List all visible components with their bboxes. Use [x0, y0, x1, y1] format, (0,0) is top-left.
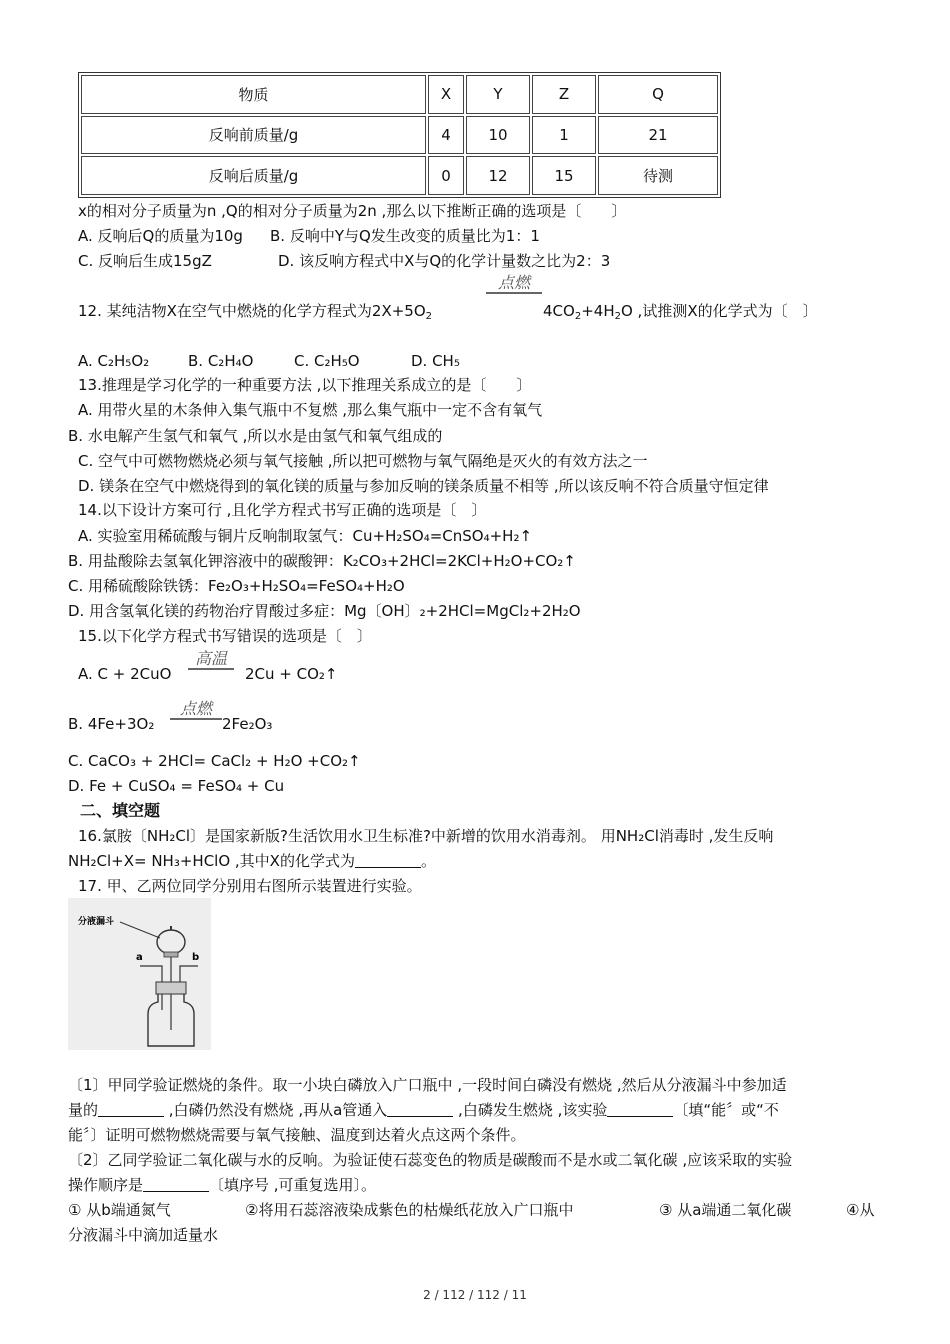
page-number: 2 / 112 / 112 / 11 — [423, 1288, 527, 1302]
q15-option-a-left: A. C + 2CuO — [78, 665, 172, 683]
q17-option-4-cont: 分液漏斗中滴加适量水 — [68, 1226, 219, 1244]
table-header: Q — [598, 75, 718, 114]
answer-blank — [355, 853, 421, 868]
table-cell: 12 — [466, 156, 530, 195]
table-header: 物质 — [81, 75, 426, 114]
tube-a-label: a — [136, 952, 143, 963]
q17-part1-line1: 〔1〕甲同学验证燃烧的条件。取一小块白磷放入广口瓶中 ,一段时间白磷没有燃烧 ,然后从分液漏斗中参加适 — [68, 1076, 787, 1094]
q14-option-b: B. 用盐酸除去氢氧化钾溶液中的碳酸钾：K₂CO₃+2HCl=2KCl+H₂O+CO₂↑ — [68, 552, 576, 570]
q17-text: ,白磷发生燃烧 ,该实验 — [453, 1101, 608, 1119]
q12-sub: 2 — [425, 311, 433, 322]
tube-b-label: b — [192, 952, 200, 963]
q12-sub: 2 — [614, 311, 621, 322]
q16-end: 。 — [420, 852, 436, 870]
q12-product-part: +4H — [581, 302, 615, 320]
table-row — [81, 156, 718, 195]
q12-option-d: D. CH₅ — [411, 352, 460, 370]
bottle-stopper — [156, 982, 186, 994]
q14-stem: 14.以下设计方案可行 ,且化学方程式书写正确的选项是〔 〕 — [78, 501, 487, 519]
answer-blank — [387, 1102, 453, 1117]
q12-product-part: 4CO — [543, 302, 575, 320]
answer-blank — [143, 1177, 209, 1192]
q15-option-b-left: B. 4Fe+3O₂ — [68, 715, 155, 733]
reaction-arrow-bar — [170, 718, 222, 720]
funnel-valve — [164, 952, 178, 957]
q17-stem: 17. 甲、乙两位同学分别用右图所示装置进行实验。 — [78, 877, 422, 895]
table-cell: 1 — [532, 116, 596, 155]
q17-option-2: ②将用石蕊溶液染成紫色的枯燥纸花放入广口瓶中 — [245, 1201, 574, 1219]
table-cell: 15 — [532, 156, 596, 195]
table-cell: 4 — [428, 116, 464, 155]
answer-blank — [98, 1102, 164, 1117]
q15-option-b-right: 2Fe₂O₃ — [222, 715, 273, 733]
q17-text: 量的 — [68, 1101, 99, 1119]
mass-table — [78, 72, 721, 198]
apparatus-drawing — [68, 898, 211, 1050]
q15-b-condition-text: 点燃 — [179, 699, 212, 718]
reaction-arrow-bar — [188, 668, 234, 670]
table-row — [81, 116, 718, 155]
q15-option-a-right: 2Cu + CO₂↑ — [245, 665, 338, 683]
q12-stem — [78, 301, 432, 321]
table-cell: 10 — [466, 116, 530, 155]
q12-condition-text: 点燃 — [497, 273, 530, 292]
q11-option-c: C. 反响后生成15gZ — [78, 252, 212, 270]
table-cell: 0 — [428, 156, 464, 195]
table-header: Y — [466, 75, 530, 114]
section-heading: 二、填空题 — [80, 801, 161, 820]
reaction-arrow-bar — [486, 292, 542, 294]
funnel-bulb — [157, 930, 185, 954]
q17-text: 〔填“能〞或“不 — [673, 1101, 779, 1119]
q14-option-c: C. 用稀硫酸除铁锈：Fe₂O₃+H₂SO₄=FeSO₄+H₂O — [68, 577, 405, 595]
q15-stem: 15.以下化学方程式书写错误的选项是〔 〕 — [78, 627, 372, 645]
q15-b-condition — [170, 700, 222, 720]
table-header-row — [81, 75, 718, 114]
q13-stem: 13.推理是学习化学的一种重要方法 ,以下推理关系成立的是〔 〕 — [78, 376, 532, 394]
label-leader-line — [120, 922, 160, 938]
funnel-label: 分液漏斗 — [78, 917, 115, 927]
q17-text: 操作顺序是 — [68, 1176, 144, 1194]
q17-part1-line3: 能〞〕证明可燃物燃烧需要与氧气接触、温度到达着火点这两个条件。 — [68, 1126, 526, 1144]
table-header: Z — [532, 75, 596, 114]
q12-option-a: A. C₂H₅O₂ — [78, 352, 150, 370]
q14-option-a: A. 实验室用稀硫酸与铜片反响制取氢气：Cu+H₂SO₄=CnSO₄+H₂↑ — [78, 527, 533, 545]
q12-product-part: O ,试推测X的化学式为〔 〕 — [620, 302, 818, 320]
q13-option-a: A. 用带火星的木条伸入集气瓶中不复燃 ,那么集气瓶中一定不含有氧气 — [78, 401, 543, 419]
q12-products — [543, 301, 818, 321]
table-cell: 21 — [598, 116, 718, 155]
q11-stem: x的相对分子质量为n ,Q的相对分子质量为2n ,那么以下推断正确的选项是〔 〕 — [78, 202, 627, 220]
q12-option-c: C. C₂H₅O — [294, 352, 360, 370]
table-cell: 待测 — [598, 156, 718, 195]
q17-text: 〔填序号 ,可重复选用〕。 — [209, 1176, 377, 1194]
table-header: X — [428, 75, 464, 114]
q11-option-d: D. 该反响方程式中X与Q的化学计量数之比为2：3 — [278, 252, 611, 270]
q13-option-c: C. 空气中可燃物燃烧必须与氧气接触 ,所以把可燃物与氧气隔绝是灭火的有效方法之一 — [78, 452, 648, 470]
q11-option-b: B. 反响中Y与Q发生改变的质量比为1：1 — [270, 227, 540, 245]
q15-a-condition — [188, 650, 234, 670]
q17-option-1: ① 从b端通氮气 — [68, 1201, 171, 1219]
q16-line2-text: NH₂Cl+X= NH₃+HClO ,其中X的化学式为 — [68, 852, 355, 870]
q13-option-b: B. 水电解产生氢气和氧气 ,所以水是由氢气和氧气组成的 — [68, 427, 443, 445]
q12-prefix: 12. 某纯洁物X在空气中燃烧的化学方程式为2X+5O — [78, 302, 426, 320]
q14-option-d: D. 用含氢氧化镁的药物治疗胃酸过多症：Mg〔OH〕₂+2HCl=MgCl₂+2H₂O — [68, 602, 581, 620]
q16-line2 — [68, 851, 436, 871]
q17-part2-line1: 〔2〕乙同学验证二氧化碳与水的反响。为验证使石蕊变色的物质是碳酸而不是水或二氧化碳 ,应该采取的实验 — [68, 1151, 793, 1169]
q17-text: ,白磷仍然没有燃烧 ,再从a管通入 — [164, 1101, 388, 1119]
q15-option-c: C. CaCO₃ + 2HCl= CaCl₂ + H₂O +CO₂↑ — [68, 752, 361, 770]
q15-a-condition-text: 高温 — [194, 649, 227, 668]
table-cell: 反响后质量/g — [81, 156, 426, 195]
q12-option-b: B. C₂H₄O — [188, 352, 254, 370]
answer-blank — [607, 1102, 673, 1117]
q12-sub: 2 — [574, 311, 582, 322]
q12-condition — [486, 274, 542, 294]
table-cell: 反响前质量/g — [81, 116, 426, 155]
q17-option-3: ③ 从a端通二氧化碳 — [659, 1201, 792, 1219]
q16-line1: 16.氯胺〔NH₂Cl〕是国家新版?生活饮用水卫生标准?中新增的饮用水消毒剂。 用NH₂Cl消毒时 ,发生反响 — [78, 827, 774, 845]
q11-option-a: A. 反响后Q的质量为10g — [78, 227, 243, 245]
q17-part1-line2 — [68, 1100, 779, 1120]
q15-option-d: D. Fe + CuSO₄ = FeSO₄ + Cu — [68, 777, 285, 795]
q17-part2-line2 — [68, 1175, 376, 1195]
q13-option-d: D. 镁条在空气中燃烧得到的氧化镁的质量与参加反响的镁条质量不相等 ,所以该反响不符合质量守恒定律 — [78, 477, 769, 495]
q17-option-4: ④从 — [846, 1201, 875, 1219]
apparatus-figure — [68, 898, 211, 1050]
